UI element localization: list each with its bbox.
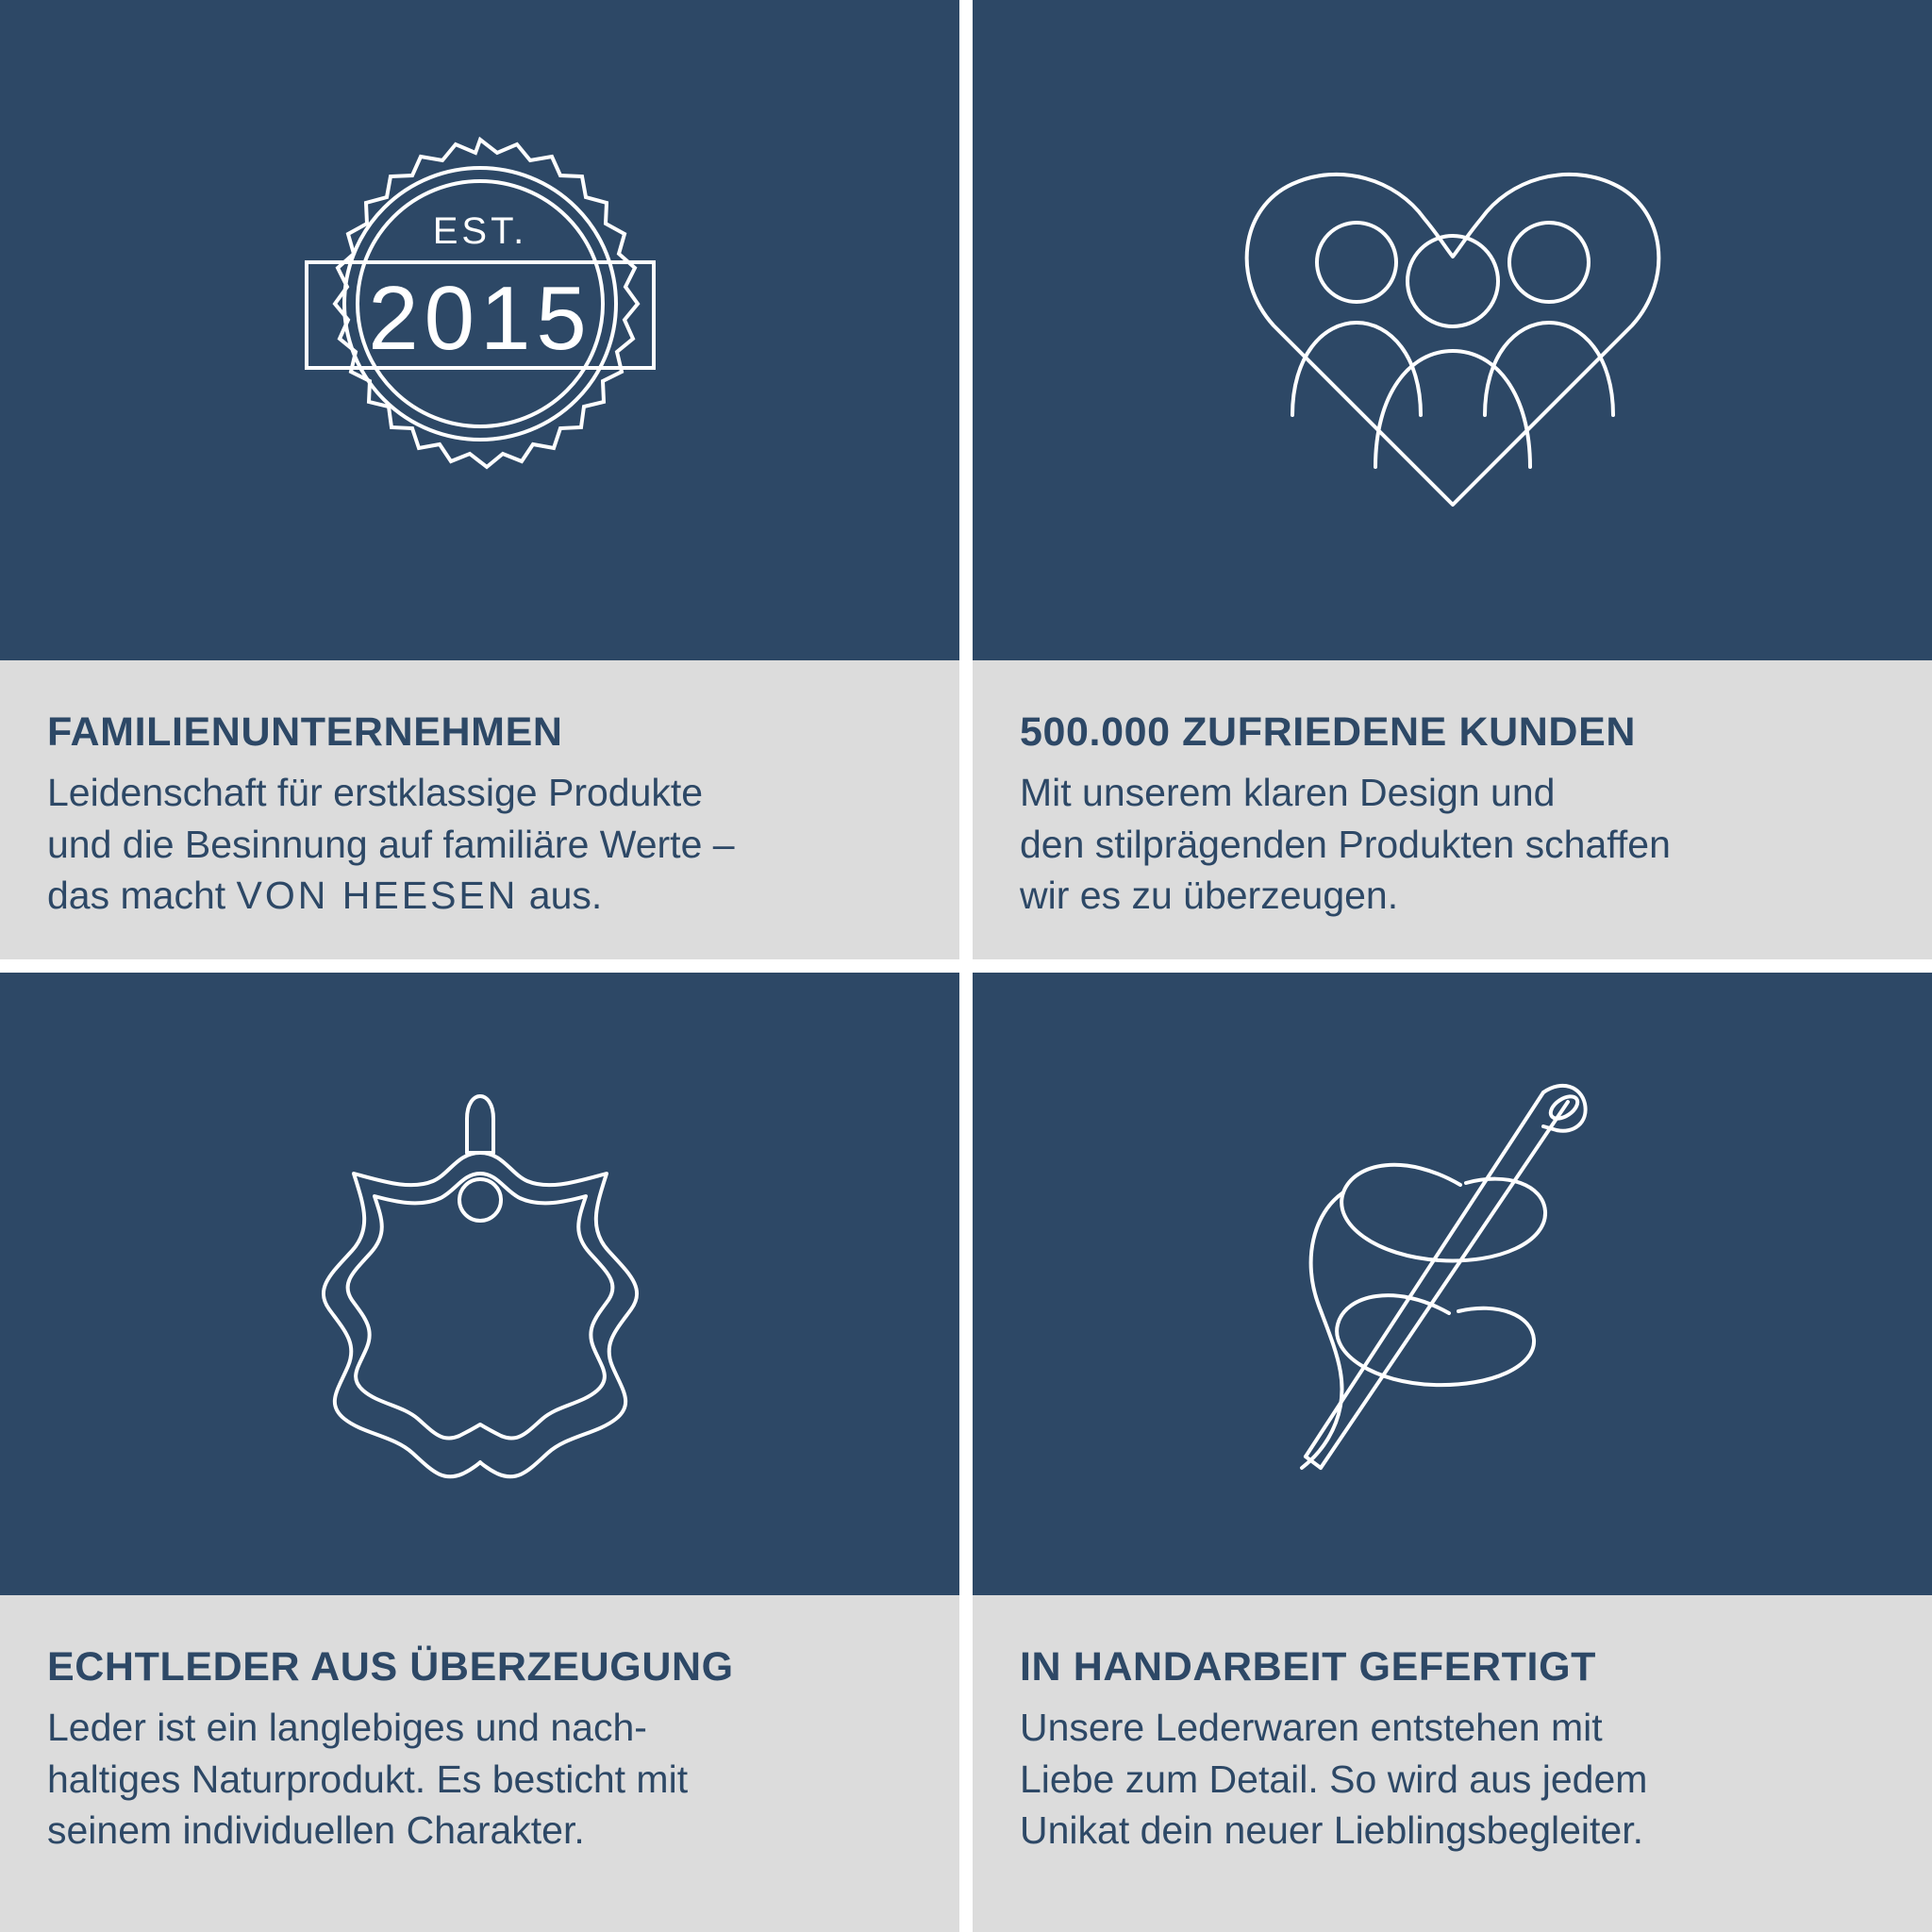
needle-and-thread-icon [1264, 1072, 1641, 1496]
card-1-body-line-3-post: aus. [518, 874, 603, 918]
heart-with-people-icon [1236, 142, 1670, 519]
icon-area-1 [0, 0, 959, 660]
card-4-headline: IN HANDARBEIT GEFERTIGT [1020, 1644, 1597, 1690]
text-area-1 [0, 660, 959, 959]
text-area-2 [973, 660, 1932, 959]
card-2-body-line-1: Mit unserem klaren Design und [1020, 771, 1556, 815]
card-1-body-line-3-pre: das macht [47, 874, 237, 918]
card-4-body-line-3: Unikat dein neuer Lieblingsbegleiter. [1020, 1808, 1644, 1853]
card-2-headline: 500.000 ZUFRIEDENE KUNDEN [1020, 709, 1637, 755]
leather-hide-icon [291, 1062, 669, 1506]
card-1-body [47, 767, 912, 922]
card-4-body-line-1: Unsere Lederwaren entstehen mit [1020, 1706, 1603, 1750]
card-3-body-line-2: haltiges Naturprodukt. Es besticht mit [47, 1757, 689, 1801]
text-area-3 [0, 1595, 959, 1932]
feature-card-echtleder [0, 973, 959, 1932]
icon-area-4 [973, 973, 1932, 1595]
text-area-4 [973, 1595, 1932, 1932]
badge-year-text: 2015 [367, 268, 592, 369]
card-3-headline: ECHTLEDER AUS ÜBERZEUGUNG [47, 1644, 734, 1690]
icon-area-3 [0, 973, 959, 1595]
icon-area-2 [973, 0, 1932, 660]
card-1-headline: FAMILIENUNTERNEHMEN [47, 709, 563, 755]
card-1-body-line-2: und die Besinnung auf familiäre Werte – [47, 822, 735, 866]
card-3-body-line-1: Leder ist ein langlebiges und nach- [47, 1706, 647, 1750]
card-1-brand-name: VON HEESEN [236, 874, 519, 918]
card-4-body [1020, 1702, 1885, 1857]
feature-card-zufriedene-kunden [973, 0, 1932, 959]
card-2-body-line-2: den stilprägenden Produkten schaffen [1020, 822, 1671, 866]
card-2-body [1020, 767, 1885, 922]
card-3-body-line-3: seinem individuellen Charakter. [47, 1808, 585, 1853]
card-4-body-line-2: Liebe zum Detail. So wird aus jedem [1020, 1757, 1648, 1801]
card-3-body [47, 1702, 912, 1857]
est-2015-badge-icon [273, 123, 688, 538]
card-1-body-line-1: Leidenschaft für erstklassige Produkte [47, 771, 704, 815]
card-2-body-line-3: wir es zu überzeugen. [1020, 874, 1399, 918]
feature-card-familienunternehmen [0, 0, 959, 959]
feature-card-handarbeit [973, 973, 1932, 1932]
badge-est-text: EST. [432, 210, 527, 252]
